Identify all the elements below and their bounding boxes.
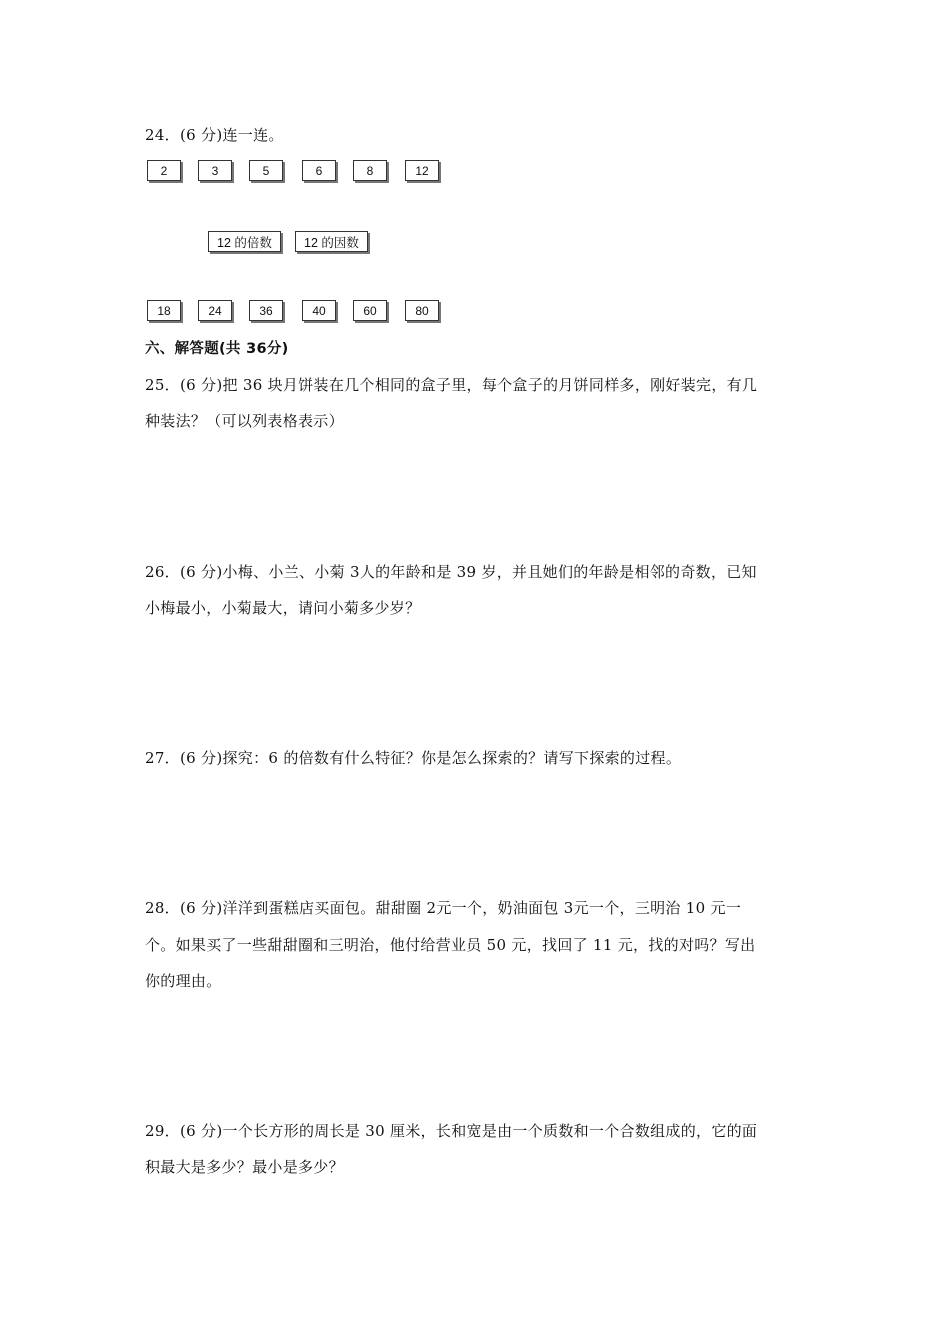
q28-line-2: 个。如果买了一些甜甜圈和三明治，他付给营业员 50 元，找回了 11 元，找的对吗？写出 [145,936,756,954]
q24-title: 24．(6 分)连一连。 [145,126,284,144]
number-box[interactable]: 3 [198,160,232,181]
number-box[interactable]: 40 [302,300,336,321]
number-box[interactable]: 36 [249,300,283,321]
q27-line-1: 27．(6 分)探究：6 的倍数有什么特征？你是怎么探索的？请写下探索的过程。 [145,749,682,767]
multiples-of-12-box[interactable]: 12 的倍数 [208,231,281,252]
q28-line-3: 你的理由。 [145,972,222,990]
q29-line-2: 积最大是多少？最小是多少？ [145,1158,344,1176]
number-box[interactable]: 80 [405,300,439,321]
q26-line-1: 26．(6 分)小梅、小兰、小菊 3人的年龄和是 39 岁，并且她们的年龄是相邻的奇数，已知 [145,563,757,581]
q28-line-1: 28．(6 分)洋洋到蛋糕店买面包。甜甜圈 2元一个，奶油面包 3元一个，三明治 10 元一 [145,899,742,917]
factors-of-12-box[interactable]: 12 的因数 [295,231,368,252]
number-box[interactable]: 8 [353,160,387,181]
number-box[interactable]: 24 [198,300,232,321]
q26-line-2: 小梅最小，小菊最大，请问小菊多少岁？ [145,599,421,617]
number-box[interactable]: 2 [147,160,181,181]
section-heading: 六、解答题(共 36分) [145,341,289,357]
number-box[interactable]: 18 [147,300,181,321]
q29-line-1: 29．(6 分)一个长方形的周长是 30 厘米，长和宽是由一个质数和一个合数组成的，它的面 [145,1122,758,1140]
q25-line-1: 25．(6 分)把 36 块月饼装在几个相同的盒子里，每个盒子的月饼同样多，刚好装完，有几 [145,376,758,394]
number-box[interactable]: 60 [353,300,387,321]
number-box[interactable]: 12 [405,160,439,181]
q25-line-2: 种装法？（可以列表格表示） [145,412,344,430]
number-box[interactable]: 6 [302,160,336,181]
number-box[interactable]: 5 [249,160,283,181]
